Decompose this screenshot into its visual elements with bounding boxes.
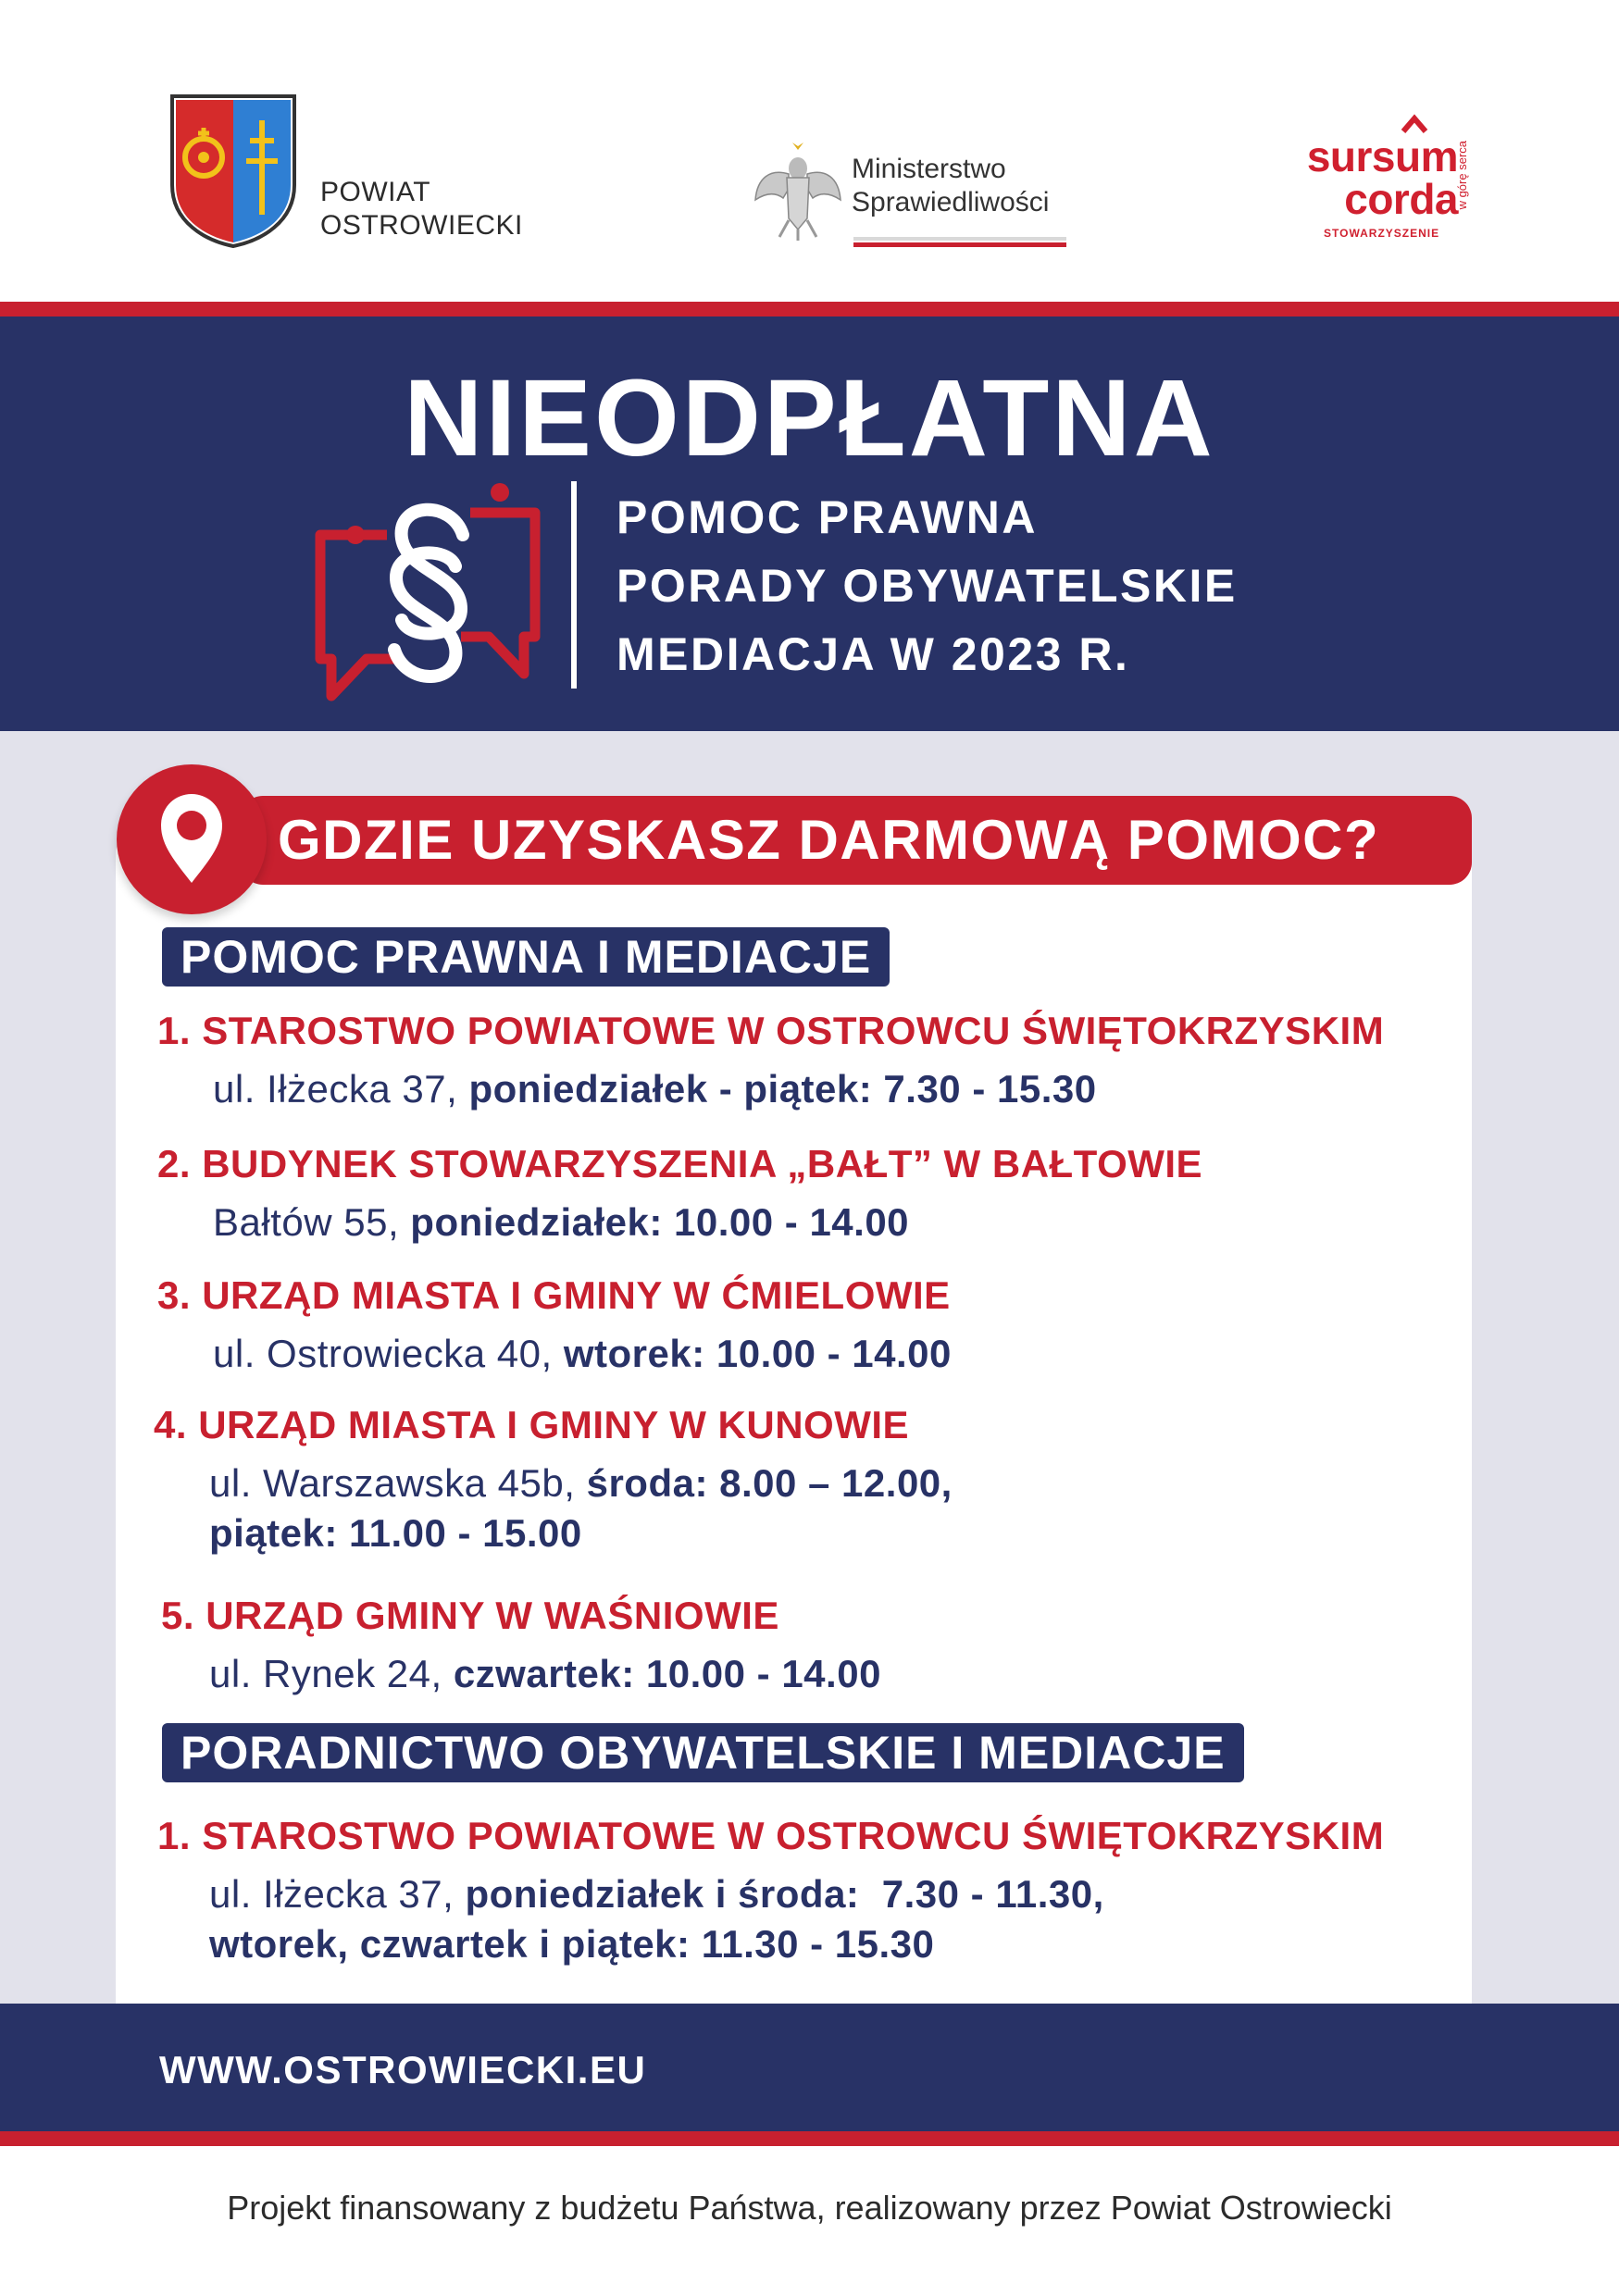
section-civic-advice-heading: PORADNICTWO OBYWATELSKIE I MEDIACJE <box>162 1723 1244 1782</box>
funding-note: Projekt finansowany z budżetu Państwa, realizowany przez Powiat Ostrowiecki <box>227 2189 1392 2227</box>
item-title: 5. URZĄD GMINY W WAŚNIOWIE <box>161 1594 779 1637</box>
item-title: 4. URZĄD MIASTA I GMINY W KUNOWIE <box>154 1403 910 1446</box>
ministry-logo <box>752 141 844 242</box>
banner-services <box>616 483 1238 689</box>
list-item <box>157 1140 1202 1247</box>
ministry-flag-white <box>853 237 1066 241</box>
service-line-3: MEDIACJA W 2023 R. <box>616 628 1130 680</box>
list-item <box>161 1592 881 1699</box>
list-item <box>157 1272 952 1379</box>
item-hours: środa: 8.00 – 12.00, <box>586 1461 953 1505</box>
ministry-line1: Ministerstwo <box>852 154 1006 184</box>
bottom-red-strip <box>0 2131 1619 2146</box>
item-address: ul. Warszawska 45b, <box>209 1461 576 1505</box>
item-detail <box>213 1329 952 1379</box>
location-pin-badge <box>117 764 267 914</box>
item-hours-extra: piątek: 11.00 - 15.00 <box>209 1511 582 1555</box>
polish-eagle-icon <box>752 141 844 242</box>
service-line-1: POMOC PRAWNA <box>616 491 1038 543</box>
sursum-side-text: w górę serca <box>1455 141 1469 210</box>
sursum-word: sursum <box>1306 132 1458 180</box>
item-hours: poniedziałek i środa: 7.30 - 11.30, <box>465 1872 1104 1916</box>
service-line-2: PORADY OBYWATELSKIE <box>616 560 1238 612</box>
top-red-strip <box>0 302 1619 316</box>
item-detail <box>213 1198 1202 1247</box>
item-detail <box>213 1064 1384 1114</box>
item-address: ul. Iłżecka 37, <box>213 1067 458 1111</box>
banner-divider <box>571 481 577 689</box>
item-hours: poniedziałek: 10.00 - 14.00 <box>410 1200 910 1244</box>
powiat-line1: POWIAT <box>320 177 431 207</box>
ministry-line2: Sprawiedliwości <box>852 187 1050 217</box>
item-detail <box>209 1649 881 1699</box>
item-address: ul. Iłżecka 37, <box>209 1872 455 1916</box>
item-title: 3. URZĄD MIASTA I GMINY W ĆMIELOWIE <box>157 1273 951 1317</box>
list-item <box>157 1812 1384 1969</box>
item-address: ul. Rynek 24, <box>209 1652 442 1695</box>
powiat-logo <box>168 93 298 248</box>
item-detail <box>209 1869 1384 1969</box>
powiat-name <box>320 176 523 242</box>
website-link[interactable]: WWW.OSTROWIECKI.EU <box>159 2048 647 2091</box>
paragraph-chat-icon <box>313 481 544 703</box>
item-title: 1. STAROSTWO POWIATOWE W OSTROWCU ŚWIĘTOKRZYSKIM <box>157 1814 1385 1857</box>
item-title: 2. BUDYNEK STOWARZYSZENIA „BAŁT” W BAŁTOWIE <box>157 1142 1203 1185</box>
list-item <box>157 1007 1384 1114</box>
list-item <box>154 1401 953 1558</box>
item-address: Bałtów 55, <box>213 1200 400 1244</box>
section-legal-aid-heading: POMOC PRAWNA I MEDIACJE <box>162 927 890 987</box>
powiat-line2: OSTROWIECKI <box>320 210 523 241</box>
section-sign-icon <box>313 481 544 703</box>
item-hours: wtorek: 10.00 - 14.00 <box>563 1332 952 1375</box>
location-pin-icon <box>117 764 267 914</box>
item-hours-extra: wtorek, czwartek i piątek: 11.30 - 15.30 <box>209 1922 935 1966</box>
ministry-flag-red <box>853 242 1066 247</box>
item-hours: poniedziałek - piątek: 7.30 - 15.30 <box>468 1067 1097 1111</box>
banner-title: NIEODPŁATNA <box>404 357 1215 479</box>
item-detail <box>209 1458 953 1558</box>
item-hours: czwartek: 10.00 - 14.00 <box>453 1652 881 1695</box>
item-title: 1. STAROSTWO POWIATOWE W OSTROWCU ŚWIĘTOKRZYSKIM <box>157 1009 1385 1052</box>
ministry-name <box>852 153 1049 219</box>
item-address: ul. Ostrowiecka 40, <box>213 1332 553 1375</box>
main-heading: GDZIE UZYSKASZ DARMOWĄ POMOC? <box>278 809 1380 871</box>
coat-of-arms-icon <box>168 93 298 248</box>
sursum-subtitle: STOWARZYSZENIE <box>1324 227 1440 240</box>
corda-word: corda <box>1344 175 1458 223</box>
